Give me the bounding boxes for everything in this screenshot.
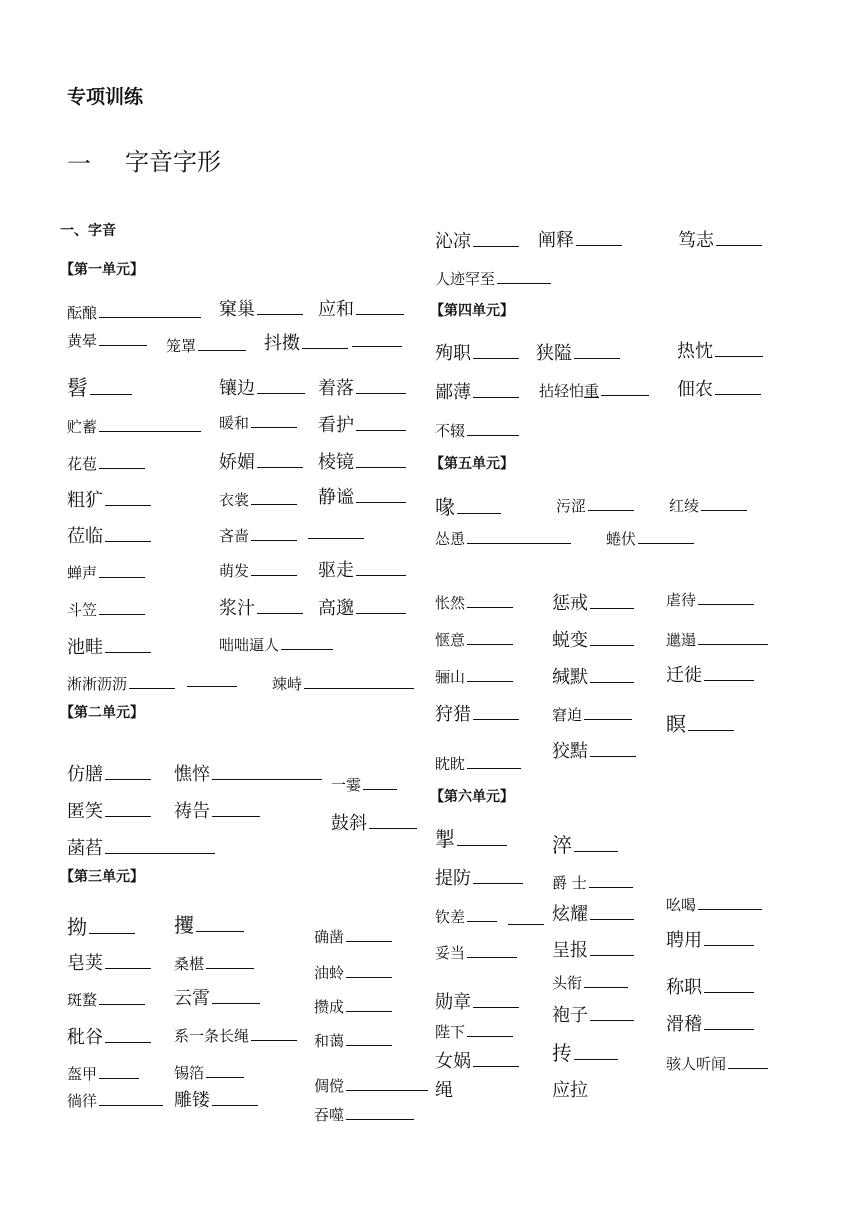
word-item: 着落 [318,380,406,398]
answer-line [508,924,544,925]
word-item: 怅然 [435,596,513,611]
word-item: 菡萏 [67,840,215,858]
word-item: 狡黠 [552,743,636,761]
unit-5-label: 【第五单元】 [430,456,514,472]
word-item: 咄咄逼人 [219,638,333,653]
word-item: 憔悴 [174,766,322,784]
word-item: 人迹罕至 [435,272,551,287]
word-item: 暖和 [219,416,297,431]
word-item: 花苞 [67,457,145,472]
word-item: 仿膳 [67,766,151,784]
word-item: 雕镂 [174,1092,258,1110]
word-item: 掣 [435,829,507,849]
word-item: 沁凉 [435,233,519,251]
word-item: 笼罩 [166,339,246,354]
word-item: 窘迫 [552,708,632,723]
word-item: 缄默 [552,669,634,687]
word-item: 娇媚 [219,454,303,472]
word-item: 抟 [552,1043,618,1063]
word-item: 粗犷 [67,492,151,510]
word-item: 看护 [318,417,406,435]
word-item: 髫 [67,378,132,399]
unit-1-label: 【第一单元】 [60,262,144,278]
word-item: 锡箔 [174,1066,244,1081]
word-item: 头衔 [552,976,628,991]
word-item: 喙 [435,497,501,517]
answer-line [308,538,364,539]
word-item: 竦峙 [272,677,414,692]
word-item: 确凿 [314,930,392,945]
word-item: 一霎 [331,778,397,793]
word-item: 怂恿 [435,532,571,547]
word-item: 贮蓄 [67,420,201,435]
word-item: 蝉声 [67,566,145,581]
word-item: 应和 [318,301,404,319]
word-item: 吞噬 [314,1108,414,1123]
answer-line [187,686,237,687]
word-item: 殉职 [435,345,519,363]
word-item: 滑稽 [666,1016,754,1034]
word-item: 池畦 [67,639,151,657]
word-item: 云霄 [174,990,260,1008]
answer-line [352,346,402,347]
word-item: 呈报 [552,942,634,960]
word-item: 瞑 [666,714,734,734]
word-item: 妥当 [435,946,517,961]
cropped-row [435,1080,765,1101]
word-item: 红绫 [669,499,747,514]
word-item: 狩猎 [435,706,519,724]
word-item: 迁徙 [666,667,754,685]
word-item: 吝啬 [219,529,297,544]
word-item: 淅淅沥沥 [67,677,175,692]
word-item: 佃农 [677,381,761,399]
word-item: 祷告 [174,803,260,821]
word-item: 斗笠 [67,603,145,618]
word-item: 炫耀 [552,906,634,924]
word-item: 抖擞 [264,335,348,353]
word-item: 应拉 [552,1080,588,1101]
word-item: 驱走 [318,562,406,580]
word-item: 邋遢 [666,633,768,648]
word-item: 匿笑 [67,803,151,821]
word-item: 盔甲 [67,1067,139,1082]
word-item: 蜷伏 [606,532,694,547]
word-item: 虐待 [666,593,754,608]
word-item: 萌发 [219,564,297,579]
word-item: 钦差 [435,910,497,925]
word-item: 拈轻怕重 [539,384,649,399]
word-item: 女娲 [435,1053,519,1071]
word-item: 狭隘 [536,345,620,363]
word-item: 皂荚 [67,955,151,973]
word-item: 镶边 [219,380,305,398]
word-item: 黄晕 [67,334,147,349]
section-title: 字音字形 [125,148,221,176]
unit-3-label: 【第三单元】 [60,869,144,885]
word-item: 陛下 [435,1025,513,1040]
word-item: 聘用 [666,932,754,950]
word-item: 提防 [435,870,523,888]
word-item: 拗 [67,917,135,937]
part-title: 一、字音 [60,223,116,239]
word-item: 攫 [174,915,244,935]
unit-4-label: 【第四单元】 [430,303,514,319]
word-item: 秕谷 [67,1029,151,1047]
unit-6-label: 【第六单元】 [430,789,514,805]
word-item: 吆喝 [666,898,762,913]
word-item: 攒成 [314,1000,392,1015]
word-item: 莅临 [67,528,151,546]
word-item: 蜕变 [552,632,634,650]
word-item: 衣裳 [219,493,297,508]
word-item: 窠巢 [219,301,303,319]
section-number: 一 [67,150,91,178]
word-item: 和蔼 [314,1034,392,1049]
word-item: 不辍 [435,424,519,439]
word-item: 油蛉 [314,966,392,981]
word-item: 倜傥 [314,1079,428,1094]
word-item: 骊山 [435,670,513,685]
word-item: 惬意 [435,633,513,648]
word-item: 徜徉 [67,1094,163,1109]
word-item: 鄙薄 [435,384,519,402]
page-heading: 专项训练 [67,86,144,108]
word-item: 袍子 [552,1007,634,1025]
word-item: 鼓斜 [331,815,417,833]
word-item: 爵 士 [552,876,633,891]
word-item: 桑椹 [174,957,254,972]
unit-2-label: 【第二单元】 [60,705,144,721]
word-item: 绳 [435,1080,453,1101]
word-item: 系一条长绳 [174,1029,297,1044]
word-item: 棱镜 [318,454,406,472]
word-item: 静谧 [318,489,406,507]
word-item: 笃志 [678,232,762,250]
word-item: 热忱 [677,343,763,361]
word-item: 斑蝥 [67,993,145,1008]
word-item: 骇人听闻 [666,1057,768,1072]
word-item: 淬 [552,835,618,855]
word-item: 惩戒 [552,595,634,613]
word-item: 眈眈 [435,757,521,772]
word-item: 酝酿 [67,306,201,321]
word-item: 高邈 [318,600,406,618]
word-item: 称职 [666,979,754,997]
word-item: 阐释 [538,232,622,250]
word-item: 勋章 [435,994,519,1012]
word-item: 浆汁 [219,600,303,618]
word-item: 污涩 [556,499,634,514]
